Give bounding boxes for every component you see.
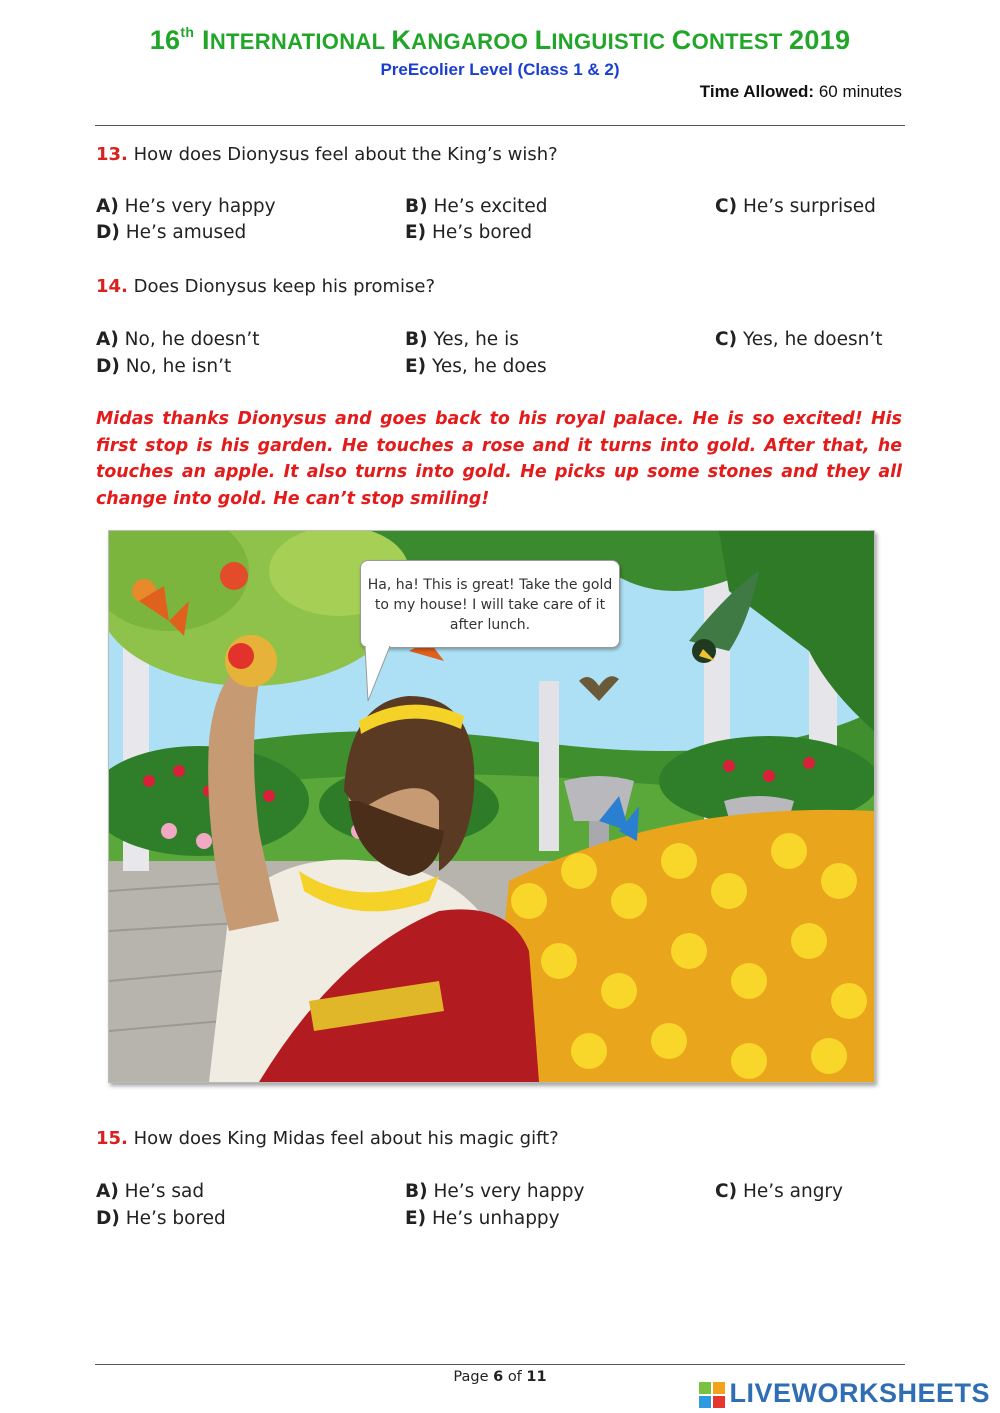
- q14-option-b[interactable]: B) Yes, he is: [405, 329, 519, 350]
- contest-title-text: INTERNATIONAL KANGAROO LINGUISTIC CONTEST 2019: [202, 25, 851, 55]
- liveworksheets-wordmark: LIVEWORKSHEETS: [729, 1378, 990, 1408]
- q15-option-b[interactable]: B) He’s very happy: [405, 1181, 585, 1202]
- footer-divider: [95, 1364, 905, 1365]
- q13-option-b[interactable]: B) He’s excited: [405, 196, 548, 217]
- q13-option-e[interactable]: E) He’s bored: [405, 222, 533, 243]
- q14-option-d[interactable]: D) No, he isn’t: [96, 356, 232, 377]
- q15-option-a[interactable]: A) He’s sad: [96, 1181, 205, 1202]
- question-14: 14. Does Dionysus keep his promise?: [96, 276, 436, 297]
- q13-option-d[interactable]: D) He’s amused: [96, 222, 247, 243]
- speech-bubble-tail: [360, 646, 400, 706]
- q14-option-a[interactable]: A) No, he doesn’t: [96, 329, 260, 350]
- question-13: 13. How does Dionysus feel about the King’s wish?: [96, 144, 558, 165]
- story-paragraph: Midas thanks Dionysus and goes back to his royal palace. He is so excited! His first stop is his garden. He touches a rose and it turns into gold. After that, he touches an apple. It also turns into gold. He picks up some stones and they all change into gold. He can’t stop smiling!: [96, 409, 902, 510]
- q14-option-e[interactable]: E) Yes, he does: [405, 356, 547, 377]
- q15-option-c[interactable]: C) He’s angry: [715, 1181, 843, 1202]
- level-subtitle: PreEcolier Level (Class 1 & 2): [380, 60, 620, 79]
- q15-option-e[interactable]: E) He’s unhappy: [405, 1208, 560, 1229]
- q15-option-d[interactable]: D) He’s bored: [96, 1208, 226, 1229]
- q13-option-a[interactable]: A) He’s very happy: [96, 196, 276, 217]
- page-number: Page 6 of 11: [453, 1369, 547, 1385]
- q13-option-c[interactable]: C) He’s surprised: [715, 196, 876, 217]
- header-divider: [95, 125, 905, 126]
- question-15: 15. How does King Midas feel about his magic gift?: [96, 1128, 559, 1149]
- liveworksheets-brand[interactable]: [699, 1378, 990, 1409]
- time-allowed: Time Allowed: 60 minutes: [699, 82, 902, 101]
- q14-option-c[interactable]: C) Yes, he doesn’t: [715, 329, 883, 350]
- contest-title: 16th INTERNATIONAL KANGAROO LINGUISTIC CONTEST 2019: [149, 24, 851, 55]
- speech-bubble: Ha, ha! This is great! Take the gold to my house! I will take care of it after lunch.: [360, 560, 620, 648]
- liveworksheets-logo-icon: [699, 1382, 725, 1408]
